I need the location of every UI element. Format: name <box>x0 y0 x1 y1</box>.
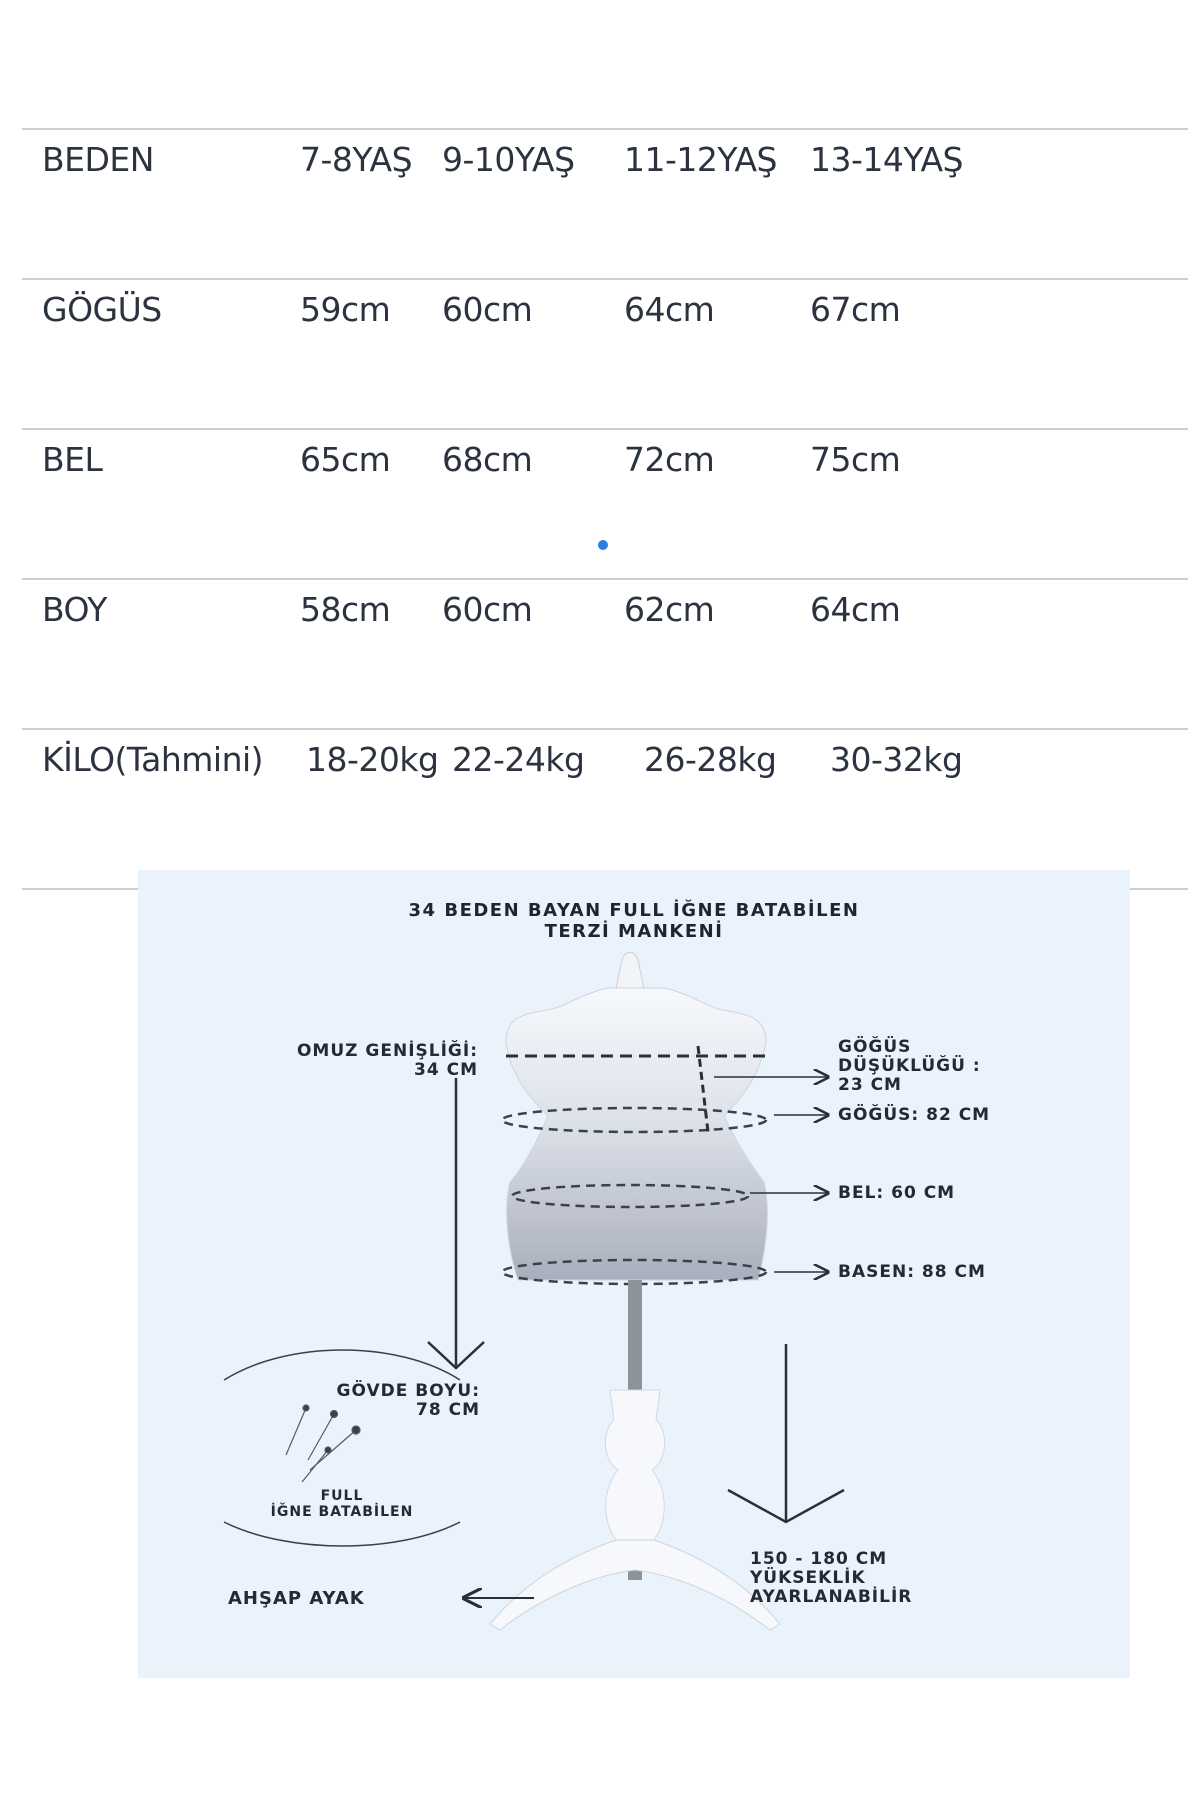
bust-drop-value: 23 CM <box>838 1075 902 1095</box>
table-cell: 75cm <box>810 440 901 479</box>
table-cell: 59cm <box>300 290 391 329</box>
height-adjust-label <box>750 1550 912 1607</box>
table-row <box>22 728 1188 890</box>
shoulder-width-label <box>208 1042 478 1080</box>
table-cell: 67cm <box>810 290 901 329</box>
pin-badge-line-2: İĞNE BATABİLEN <box>270 1504 414 1520</box>
table-row <box>22 278 1188 428</box>
height-title: YÜKSEKLİK <box>750 1568 866 1588</box>
torso <box>506 988 767 1280</box>
hip-label: BASEN: 88 CM <box>838 1262 986 1282</box>
torso-length-value: 78 CM <box>416 1400 480 1420</box>
waist-label: BEL: 60 CM <box>838 1183 956 1203</box>
size-table <box>22 128 1188 890</box>
table-cell: 30-32kg <box>830 740 963 779</box>
mannequin-title <box>138 900 1130 942</box>
table-cell: 68cm <box>442 440 533 479</box>
height-adjustable: AYARLANABİLİR <box>750 1587 913 1607</box>
table-cell: 64cm <box>624 290 715 329</box>
table-row <box>22 578 1188 728</box>
table-cell: 11-12YAŞ <box>624 140 778 179</box>
table-cell: 22-24kg <box>452 740 585 779</box>
table-cell: 58cm <box>300 590 391 629</box>
torso-length-label <box>228 1382 480 1420</box>
table-cell: 9-10YAŞ <box>442 140 575 179</box>
table-cell: 60cm <box>442 590 533 629</box>
height-range: 150 - 180 CM <box>750 1549 888 1569</box>
bust-drop-label <box>838 1038 981 1095</box>
mannequin-infographic <box>138 870 1130 1678</box>
pin-badge-line-1: FULL <box>320 1488 364 1504</box>
table-cell: 60cm <box>442 290 533 329</box>
neck-cap <box>616 953 644 989</box>
row-label: GÖGÜS <box>42 290 162 329</box>
shoulder-width-value: 34 CM <box>414 1060 478 1080</box>
shoulder-width-title: OMUZ GENİŞLİĞİ: <box>296 1041 478 1061</box>
bust-drop-title-2: DÜŞÜKLÜĞÜ : <box>838 1056 981 1076</box>
table-cell: 13-14YAŞ <box>810 140 964 179</box>
table-cell: 72cm <box>624 440 715 479</box>
torso-length-title: GÖVDE BOYU: <box>336 1381 480 1401</box>
row-label: KİLO(Tahmini) <box>42 740 264 779</box>
table-cell: 7-8YAŞ <box>300 140 413 179</box>
row-label: BEL <box>42 440 103 479</box>
table-cell: 18-20kg <box>306 740 439 779</box>
table-row <box>22 428 1188 578</box>
wooden-stand-label: AHŞAP AYAK <box>228 1588 365 1609</box>
title-line-1: 34 BEDEN BAYAN FULL İĞNE BATABİLEN <box>408 900 860 921</box>
table-cell: 62cm <box>624 590 715 629</box>
row-label: BOY <box>42 590 107 629</box>
title-line-2: TERZİ MANKENİ <box>544 921 724 942</box>
stand-column <box>605 1390 664 1540</box>
bust-label: GÖĞÜS: 82 CM <box>838 1105 991 1125</box>
table-row <box>22 128 1188 278</box>
bust-drop-title: GÖĞÜS <box>838 1037 912 1057</box>
table-cell: 64cm <box>810 590 901 629</box>
blue-dot-marker <box>598 540 608 550</box>
row-label: BEDEN <box>42 140 154 179</box>
table-cell: 26-28kg <box>644 740 777 779</box>
stand-legs <box>490 1540 780 1630</box>
table-cell: 65cm <box>300 440 391 479</box>
pin-badge-label <box>228 1488 456 1520</box>
